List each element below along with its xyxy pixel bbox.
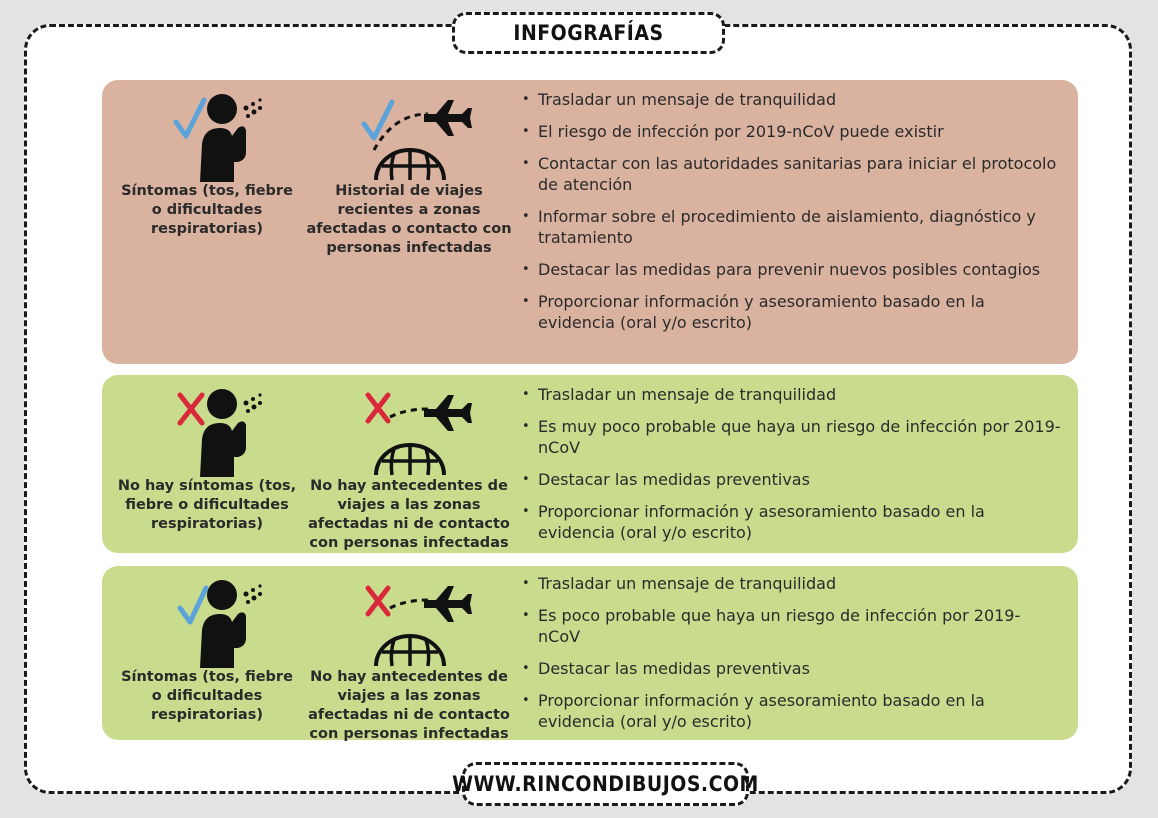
cross-icon	[180, 395, 202, 423]
travel-icon-group	[344, 92, 474, 182]
recommendations-list	[522, 573, 1062, 743]
list-item: • Trasladar un mensaje de tranquilidad	[522, 89, 1062, 110]
coughing-person-icon	[200, 580, 262, 668]
travel-caption: No hay antecedentes de viajes a las zonas afectadas ni de contacto con personas infectadas	[308, 478, 510, 551]
scenario-panel-2	[102, 375, 1078, 553]
check-icon	[176, 100, 204, 136]
list-item: • Trasladar un mensaje de tranquilidad	[522, 384, 1062, 405]
symptoms-column	[116, 92, 298, 239]
list-item: • Destacar las medidas preventivas	[522, 469, 1062, 490]
list-item: • Es poco probable que haya un riesgo de infección por 2019-nCoV	[522, 605, 1062, 647]
list-item: • Informar sobre el procedimiento de aislamiento, diagnóstico y tratamiento	[522, 206, 1062, 248]
symptoms-caption: Síntomas (tos, fiebre o dificultades respiratorias)	[121, 183, 293, 237]
globe-airplane-icon	[376, 395, 472, 475]
list-item: • Proporcionar información y asesoramiento basado en la evidencia (oral y/o escrito)	[522, 291, 1062, 333]
travel-column	[298, 387, 520, 553]
list-item: • Destacar las medidas preventivas	[522, 658, 1062, 679]
list-item: • Proporcionar información y asesoramiento basado en la evidencia (oral y/o escrito)	[522, 501, 1062, 543]
list-item: • Es muy poco probable que haya un riesgo de infección por 2019-nCoV	[522, 416, 1062, 458]
travel-column	[298, 92, 520, 258]
symptoms-caption: No hay síntomas (tos, fiebre o dificultades respiratorias)	[117, 478, 297, 532]
symptoms-caption: Síntomas (tos, fiebre o dificultades respiratorias)	[121, 669, 293, 723]
symptoms-column	[116, 578, 298, 725]
recommendations-list	[522, 89, 1062, 344]
list-item: • Trasladar un mensaje de tranquilidad	[522, 573, 1062, 594]
travel-caption: No hay antecedentes de viajes a las zonas afectadas ni de contacto con personas infectadas	[308, 669, 510, 742]
symptoms-icon-group	[142, 387, 272, 477]
travel-icon-group	[344, 578, 474, 668]
coughing-person-icon	[200, 389, 262, 477]
symptoms-icon-group	[142, 578, 272, 668]
list-item: • Proporcionar información y asesoramiento basado en la evidencia (oral y/o escrito)	[522, 690, 1062, 732]
travel-icon-group	[344, 387, 474, 477]
coughing-person-icon	[200, 94, 262, 182]
scenario-panel-1	[102, 80, 1078, 364]
globe-airplane-icon	[376, 586, 472, 666]
recommendations-list	[522, 384, 1062, 554]
footer-website: WWW.RINCONDIBUJOS.COM	[462, 762, 749, 806]
cross-icon	[368, 395, 388, 421]
header-title: INFOGRAFÍAS	[452, 12, 725, 54]
check-icon	[180, 588, 206, 622]
scenario-panel-3	[102, 566, 1078, 740]
list-item: • Contactar con las autoridades sanitarias para iniciar el protocolo de atención	[522, 153, 1062, 195]
symptoms-column	[116, 387, 298, 534]
travel-column	[298, 578, 520, 744]
list-item: • El riesgo de infección por 2019-nCoV puede existir	[522, 121, 1062, 142]
list-item: • Destacar las medidas para prevenir nuevos posibles contagios	[522, 259, 1062, 280]
travel-caption: Historial de viajes recientes a zonas afectadas o contacto con personas infectadas	[306, 183, 512, 256]
cross-icon	[368, 588, 388, 614]
symptoms-icon-group	[142, 92, 272, 182]
